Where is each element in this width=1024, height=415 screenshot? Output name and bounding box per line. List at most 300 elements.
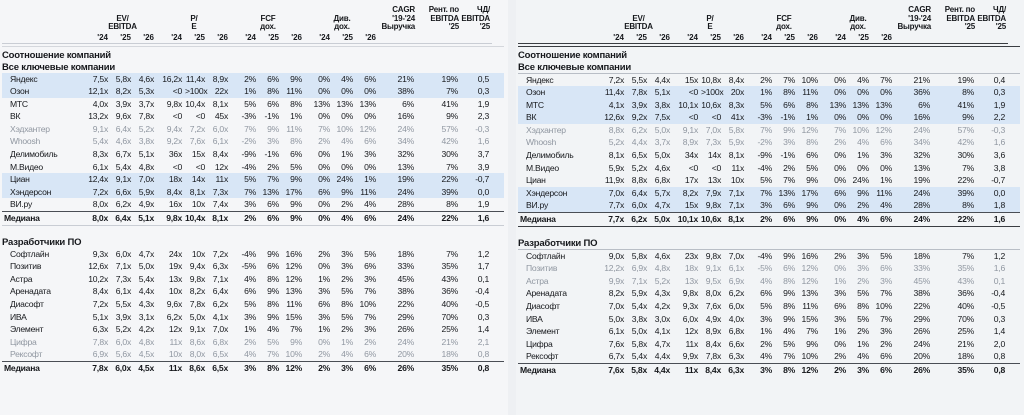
cell-value: 7,9x: [705, 187, 721, 198]
cell-value: 2%: [318, 349, 330, 360]
cell-value: 6,0x: [728, 301, 744, 311]
cell-value: 5,1x: [138, 213, 154, 224]
cell-value: 12%: [285, 273, 302, 284]
column-group-label: [895, 4, 933, 32]
cell-value: 9,3x: [92, 248, 108, 259]
cell-value: 38%: [913, 288, 930, 299]
column-group-label-line: FCF: [260, 13, 276, 23]
column-group-label-line: '25: [995, 22, 1006, 31]
cell-value: 24%: [397, 186, 414, 197]
cell-value: 8%: [267, 273, 279, 284]
name-column-underline: [2, 32, 88, 44]
cell-value: 3,7x: [138, 98, 154, 109]
cell-value: 7,3x: [212, 186, 228, 197]
cell-value: 7%: [318, 123, 330, 134]
cell-value: 23x: [684, 250, 698, 261]
cell-value: 45x: [214, 111, 228, 122]
cell-value: 0%: [318, 149, 330, 160]
cell-value: 22%: [913, 301, 930, 311]
name-column-header: [2, 4, 88, 32]
table-row[interactable]: [2, 198, 504, 211]
cell-value: 9,8x: [705, 200, 721, 211]
cell-value: 22x: [214, 86, 228, 97]
cell-value: 8%: [267, 362, 279, 373]
cell-value: 3%: [760, 200, 772, 211]
cell-value: 9%: [962, 112, 974, 123]
cell-value: 8%: [783, 87, 795, 98]
table-row[interactable]: [518, 262, 1020, 275]
table-row[interactable]: [518, 162, 1020, 175]
cell-value: 21%: [441, 336, 458, 347]
cell-value: 19%: [397, 174, 414, 185]
header-rule: [2, 46, 504, 47]
cell-value: 9%: [290, 174, 302, 185]
cell-value: 25%: [957, 326, 974, 337]
table-row[interactable]: [2, 148, 504, 161]
cell-value: 8%: [857, 301, 869, 311]
cell-value: 5%: [341, 286, 353, 297]
cell-value: 9%: [783, 124, 795, 135]
cell-value: 0%: [318, 336, 330, 347]
cell-value: 9,3x: [682, 301, 698, 311]
cell-value: 8,9x: [212, 73, 228, 84]
table-row[interactable]: [2, 110, 504, 123]
cell-value: 0%: [834, 112, 846, 123]
cell-value: 57%: [957, 124, 974, 135]
cell-value: 8,4x: [166, 186, 182, 197]
cell-value: 6,9x: [728, 275, 744, 286]
cell-value: 1,6: [993, 263, 1005, 274]
cell-value: 4,7x: [138, 248, 154, 259]
cell-value: 9,1x: [92, 123, 108, 134]
cell-value: 4,6x: [654, 162, 670, 173]
cell-value: 12%: [285, 362, 302, 373]
cell-value: 1%: [341, 149, 353, 160]
cell-value: 8,6x: [189, 362, 205, 373]
table-row[interactable]: [518, 338, 1020, 351]
cell-value: 3%: [857, 250, 869, 261]
cell-value: 4,6x: [654, 250, 670, 261]
table-row[interactable]: [2, 323, 504, 336]
cell-value: 32%: [913, 150, 930, 161]
cell-value: 8%: [783, 275, 795, 286]
cell-value: 4,3x: [138, 299, 154, 309]
cell-value: 5,0x: [631, 326, 647, 337]
year-label: '24: [157, 32, 185, 44]
cell-value: 7%: [783, 175, 795, 186]
single-column-underline: [379, 32, 417, 44]
table-row[interactable]: [518, 149, 1020, 162]
cell-value: 34%: [913, 137, 930, 148]
cell-value: 4%: [783, 326, 795, 337]
single-column-underline: [977, 32, 1008, 44]
cell-value: 9%: [783, 313, 795, 324]
cell-value: 12%: [285, 261, 302, 272]
year-label: '25: [333, 32, 356, 44]
cell-value: 7,0x: [608, 187, 624, 198]
table-row[interactable]: [2, 123, 504, 136]
cell-value: 9%: [290, 199, 302, 210]
table-row[interactable]: [518, 325, 1020, 338]
cell-value: 35%: [441, 362, 458, 373]
table-row[interactable]: [518, 99, 1020, 112]
column-group-label-line: дох.: [850, 22, 866, 31]
cell-value: 6%: [402, 98, 414, 109]
cell-value: 8%: [806, 137, 818, 148]
cell-value: 0%: [318, 111, 330, 122]
cell-value: 29%: [397, 311, 414, 322]
cell-value: 3,1x: [138, 311, 154, 322]
cell-value: 4,5x: [138, 349, 154, 360]
table-row[interactable]: [2, 298, 504, 311]
cell-value: 5%: [760, 301, 772, 311]
cell-value: 9,2x: [631, 112, 647, 123]
cell-value: 10x: [168, 349, 182, 360]
cell-value: 2%: [857, 200, 869, 211]
company-name: Яндекс: [526, 74, 554, 85]
cell-value: 7%: [880, 313, 892, 324]
cell-value: 5,2x: [631, 162, 647, 173]
cell-value: 2,3: [477, 111, 489, 122]
column-group-label-line: EV/: [116, 13, 129, 23]
cell-value: 7,2x: [92, 299, 108, 309]
company-name: ВИ.ру: [526, 200, 549, 211]
table-row[interactable]: [2, 248, 504, 261]
cell-value: 7,2x: [92, 186, 108, 197]
cell-value: 9%: [806, 214, 818, 225]
company-name: Аренадата: [10, 286, 51, 297]
cell-value: 35%: [957, 364, 974, 375]
cell-value: 6%: [318, 186, 330, 197]
cell-value: 4,2x: [138, 324, 154, 335]
cell-value: 1,6: [477, 136, 489, 147]
cell-value: 8,4x: [728, 74, 744, 85]
cell-value: 1,6: [993, 214, 1005, 225]
cell-value: 12%: [359, 123, 376, 134]
table-row[interactable]: [518, 300, 1020, 313]
company-name: ИВА: [526, 313, 543, 324]
cell-value: 7,1x: [728, 200, 744, 211]
cell-value: 5,6x: [115, 349, 131, 360]
cell-value: 8%: [267, 299, 279, 309]
cell-value: 8,9x: [705, 326, 721, 337]
cell-value: <0: [195, 161, 205, 172]
cell-value: 0%: [834, 87, 846, 98]
cell-value: 13x: [168, 273, 182, 284]
cell-value: 22%: [957, 214, 974, 225]
cell-value: -0,5: [475, 299, 489, 309]
cell-value: 4%: [880, 200, 892, 211]
cell-value: 8%: [806, 99, 818, 110]
cell-value: -1%: [264, 111, 279, 122]
cell-value: 9,6x: [166, 299, 182, 309]
cell-value: 0,8: [993, 364, 1005, 375]
cell-value: <0: [172, 161, 182, 172]
cell-value: 4,6x: [138, 73, 154, 84]
company-name: Астра: [526, 275, 549, 286]
cell-value: 7,6x: [705, 301, 721, 311]
cell-value: 7,5x: [654, 112, 670, 123]
table-row[interactable]: [2, 348, 504, 361]
table-row[interactable]: [518, 187, 1020, 200]
table-row[interactable]: [2, 336, 504, 349]
cell-value: -0,4: [475, 286, 489, 297]
table-row[interactable]: [518, 199, 1020, 212]
table-row[interactable]: [518, 86, 1020, 99]
table-row[interactable]: [2, 260, 504, 273]
cell-value: 10,6x: [701, 99, 721, 110]
table-row[interactable]: [2, 161, 504, 174]
column-group-label-line: EBITDA: [624, 22, 653, 31]
cell-value: 7,0x: [212, 324, 228, 335]
cell-value: 0%: [318, 174, 330, 185]
cell-value: 6%: [880, 137, 892, 148]
cell-value: 4%: [341, 136, 353, 147]
cell-value: 5,8x: [631, 364, 647, 375]
cell-value: 4%: [857, 351, 869, 362]
cell-value: 6,8x: [728, 326, 744, 337]
cell-value: 16,2x: [162, 73, 182, 84]
cell-value: 25%: [441, 324, 458, 335]
cell-value: 3,8x: [631, 313, 647, 324]
cell-value: 2%: [267, 161, 279, 172]
cell-value: 3%: [880, 150, 892, 161]
name-column-header: [518, 4, 604, 32]
cell-value: 70%: [957, 313, 974, 324]
cell-value: 9%: [783, 288, 795, 299]
cell-value: 6,2x: [115, 199, 131, 210]
cell-value: 22%: [397, 299, 414, 309]
table-row[interactable]: [518, 136, 1020, 149]
cell-value: 0,3: [993, 313, 1005, 324]
cell-value: 1,8: [993, 200, 1005, 211]
cell-value: 3%: [364, 149, 376, 160]
cell-value: 1%: [880, 175, 892, 186]
company-name: Хэндерсон: [526, 187, 568, 198]
cell-value: 6,4x: [212, 286, 228, 297]
cell-value: 10,4x: [185, 213, 206, 224]
cell-value: 2%: [341, 199, 353, 210]
cell-value: 16%: [397, 111, 414, 122]
table-row[interactable]: [518, 275, 1020, 288]
cell-value: 2%: [244, 73, 256, 84]
cell-value: 7,0x: [728, 250, 744, 261]
cell-value: 3,9x: [631, 99, 647, 110]
cell-value: 10,2x: [88, 273, 108, 284]
cell-value: 20%: [397, 349, 414, 360]
cell-value: 6,3x: [92, 324, 108, 335]
single-column-underline: [417, 32, 461, 44]
section-rows: [518, 74, 1020, 227]
cell-value: 24%: [913, 214, 930, 225]
table-row[interactable]: [2, 85, 504, 98]
cell-value: 45%: [913, 275, 930, 286]
cell-value: <0: [688, 87, 698, 98]
cell-value: 5%: [806, 162, 818, 173]
cell-value: 11%: [876, 187, 892, 198]
cell-value: 7,0x: [138, 174, 154, 185]
year-label: '25: [775, 32, 798, 44]
cell-value: 9,9x: [608, 275, 624, 286]
year-label: '24: [305, 32, 333, 44]
column-group-label: [231, 4, 305, 32]
cell-value: 0%: [834, 338, 846, 349]
cell-value: 4%: [760, 351, 772, 362]
cell-value: 9,8x: [705, 250, 721, 261]
cell-value: 8,1x: [189, 186, 205, 197]
cell-value: 33%: [913, 263, 930, 274]
cell-value: -1%: [780, 112, 795, 123]
cell-value: 9,9x: [682, 351, 698, 362]
cell-value: 7%: [290, 324, 302, 335]
cell-value: 16%: [285, 248, 302, 259]
cell-value: 11x: [169, 336, 182, 347]
year-label: '26: [872, 32, 895, 44]
company-name: Диасофт: [526, 301, 560, 311]
cell-value: 4,4x: [654, 364, 670, 375]
cell-value: 8,4x: [92, 286, 108, 297]
cell-value: 5,9x: [728, 137, 744, 148]
cell-value: 11x: [168, 362, 182, 373]
table-row[interactable]: [518, 287, 1020, 300]
cell-value: 2%: [783, 162, 795, 173]
table-row[interactable]: [518, 313, 1020, 326]
cell-value: 6%: [918, 99, 930, 110]
cell-value: 6,5x: [212, 349, 228, 360]
cell-value: 16%: [801, 250, 818, 261]
cell-value: 7,8x: [138, 111, 154, 122]
table-row[interactable]: [2, 73, 504, 86]
cell-value: 4,1x: [212, 311, 228, 322]
year-label: '25: [111, 32, 134, 44]
table-row[interactable]: [518, 350, 1020, 363]
table-row[interactable]: [2, 186, 504, 199]
cell-value: 11x: [215, 174, 228, 185]
section-rows: [518, 250, 1020, 377]
cell-value: 7%: [446, 161, 458, 172]
cell-value: 8,1x: [212, 213, 228, 224]
cell-value: 0%: [834, 150, 846, 161]
cell-value: 2,1: [477, 336, 489, 347]
cell-value: 34%: [397, 136, 414, 147]
cell-value: 4,4x: [654, 74, 670, 85]
table-row[interactable]: [2, 311, 504, 324]
cell-value: 6%: [880, 351, 892, 362]
cell-value: 19%: [957, 74, 974, 85]
cell-value: 1%: [760, 326, 772, 337]
table-row[interactable]: [2, 98, 504, 111]
company-name: Софтлайн: [526, 250, 565, 261]
cell-value: 8%: [341, 299, 353, 309]
cell-value: 12%: [801, 275, 818, 286]
cell-value: -4%: [757, 162, 772, 173]
cell-value: 6,5x: [212, 362, 228, 373]
column-group-label-line: '25: [479, 22, 490, 31]
table-row[interactable]: [518, 111, 1020, 124]
cell-value: 9,6x: [115, 111, 131, 122]
cell-value: -0,3: [475, 123, 489, 134]
year-label: '24: [88, 32, 111, 44]
single-column-underline: [461, 32, 492, 44]
section-2: [2, 237, 504, 375]
column-years-row: [2, 32, 504, 43]
cell-value: 12x: [168, 324, 182, 335]
cell-value: 10,8x: [701, 74, 721, 85]
cell-value: 1%: [341, 336, 353, 347]
cell-value: 5,0x: [654, 124, 670, 135]
cell-value: 21%: [397, 73, 414, 84]
cell-value: 18%: [441, 349, 458, 360]
cell-value: 2,2: [993, 112, 1005, 123]
table-row[interactable]: [2, 273, 504, 286]
table-row[interactable]: [2, 135, 504, 148]
cell-value: 0%: [834, 74, 846, 85]
column-years-row: [518, 32, 1020, 43]
table-row[interactable]: [518, 124, 1020, 137]
cell-value: 2%: [244, 336, 256, 347]
table-row[interactable]: [2, 173, 504, 186]
cell-value: 6%: [834, 301, 846, 311]
cell-value: 9%: [267, 123, 279, 134]
cell-value: 8,3x: [728, 99, 744, 110]
cell-value: 2%: [857, 275, 869, 286]
cell-value: 7%: [364, 286, 376, 297]
table-row[interactable]: [518, 250, 1020, 263]
cell-value: 4,3x: [654, 288, 670, 299]
cell-value: 6,5x: [631, 150, 647, 161]
cell-value: 2%: [760, 338, 772, 349]
cell-value: 7%: [962, 162, 974, 173]
cell-value: 7,6x: [608, 364, 624, 375]
cell-value: 16x: [168, 199, 182, 210]
table-row[interactable]: [2, 285, 504, 298]
cell-value: 9%: [290, 73, 302, 84]
cell-value: 2%: [880, 338, 892, 349]
cell-value: -5%: [241, 261, 256, 272]
cell-value: 41%: [957, 99, 974, 110]
cell-value: 9%: [267, 311, 279, 322]
cell-value: 4%: [244, 349, 256, 360]
company-name: Whoosh: [526, 137, 557, 148]
cell-value: 26%: [913, 326, 930, 337]
cell-value: -9%: [241, 149, 256, 160]
cell-value: 4,8x: [138, 336, 154, 347]
column-group-label-line: EBITDA: [461, 13, 490, 23]
cell-value: 5%: [760, 99, 772, 110]
cell-value: 6%: [267, 261, 279, 272]
cell-value: -2%: [241, 136, 256, 147]
cell-value: 6,1x: [608, 326, 624, 337]
table-row[interactable]: [518, 174, 1020, 187]
cell-value: 9%: [783, 250, 795, 261]
cell-value: 36%: [913, 87, 930, 98]
cell-value: 20x: [730, 87, 744, 98]
cell-value: 19x: [168, 261, 182, 272]
cell-value: 12x: [684, 326, 698, 337]
cell-value: 8%: [290, 136, 302, 147]
cell-value: 7,1x: [728, 187, 744, 198]
cell-value: 1%: [244, 86, 256, 97]
cell-value: 12%: [875, 124, 892, 135]
cell-value: 6,0x: [115, 336, 131, 347]
column-group-label-line: EBITDA: [108, 22, 137, 31]
cell-value: 10,1x: [677, 214, 698, 225]
cell-value: 0%: [341, 111, 353, 122]
table-row[interactable]: [518, 74, 1020, 87]
cell-value: 9,4x: [189, 261, 205, 272]
company-name: Медиана: [4, 213, 40, 224]
cell-value: 4%: [267, 324, 279, 335]
